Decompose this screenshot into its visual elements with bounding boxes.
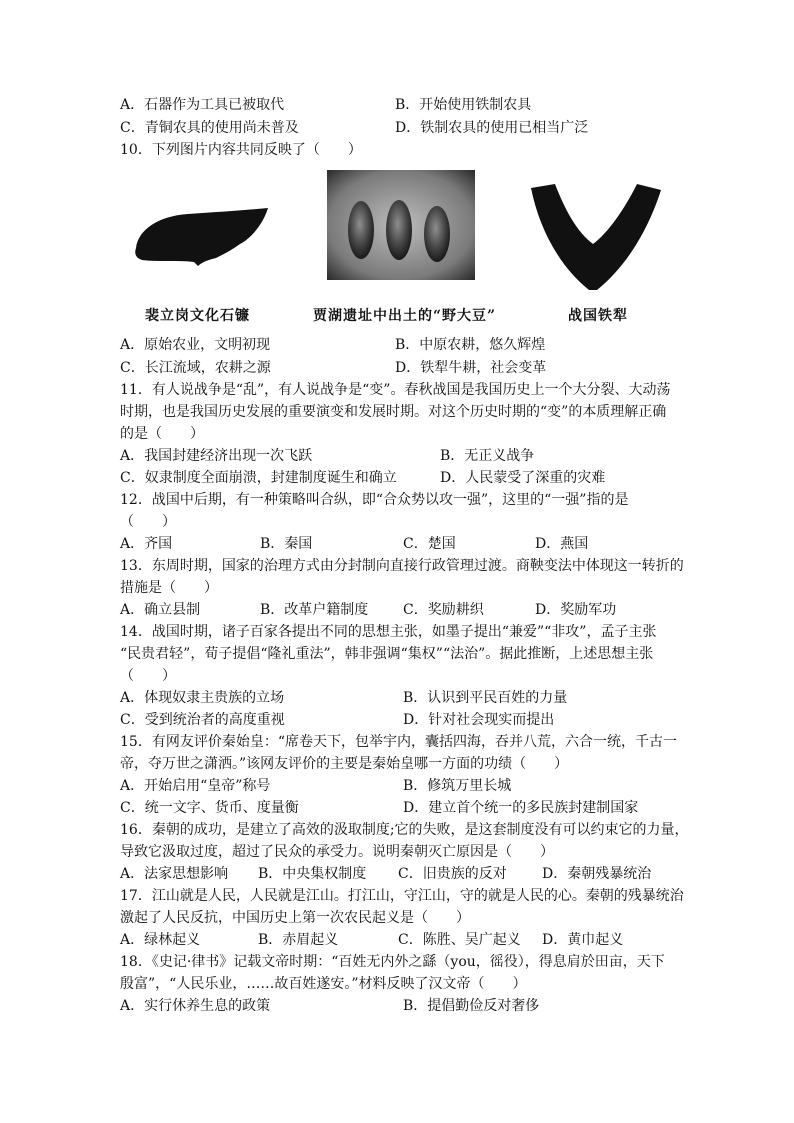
q13-option-c[interactable]: C．奖励耕织 <box>403 602 484 618</box>
q15-option-b[interactable]: B．修筑万里长城 <box>403 778 512 794</box>
q14-option-c[interactable]: C．受到统治者的高度重视 <box>120 712 285 728</box>
q9-option-c[interactable]: C．青铜农具的使用尚未普及 <box>120 120 299 136</box>
q16-option-a[interactable]: A．法家思想影响 <box>120 866 229 882</box>
q11-stem-line2: 时期，也是我国历史发展的重要演变和发展时期。对这个历史时期的“变”的本质理解正确 <box>120 404 667 420</box>
q18-stem-line1: 18．《史记·律书》记载文帝时期：“百姓无内外之繇（you，徭役），得息肩於田亩，天下 <box>120 954 665 970</box>
q13-option-d[interactable]: D．奖励军功 <box>535 602 617 618</box>
q17-option-b[interactable]: B．赤眉起义 <box>258 932 339 948</box>
q10-option-a[interactable]: A．原始农业，文明初现 <box>120 337 271 353</box>
caption-iron-plough: 战国铁犁 <box>568 308 628 324</box>
q16-stem-line2: 导致它汲取过度，超过了民众的承受力。说明秦朝灭亡原因是（ ） <box>120 844 554 860</box>
q11-option-a[interactable]: A．我国封建经济出现一次飞跃 <box>120 448 313 464</box>
q9-option-a[interactable]: A．石器作为工具已被取代 <box>120 97 285 113</box>
q10-option-c[interactable]: C．长江流域，农耕之源 <box>120 360 271 376</box>
q13-stem-line2: 措施是（ ） <box>120 580 218 596</box>
q17-option-d[interactable]: D．黄巾起义 <box>542 932 624 948</box>
q14-stem-line2: “民贵君轻”，荀子提倡“隆礼重法”，韩非强调“集权”“法治”。据此推断，上述思想主张 <box>120 646 654 662</box>
q11-stem-line3: 的是（ ） <box>120 426 204 442</box>
q9-option-b[interactable]: B．开始使用铁制农具 <box>395 97 532 113</box>
q10-stem: 10．下列图片内容共同反映了（ ） <box>120 142 362 158</box>
q16-option-b[interactable]: B．中央集权制度 <box>258 866 367 882</box>
q17-option-a[interactable]: A．绿林起义 <box>120 932 201 948</box>
q12-option-a[interactable]: A．齐国 <box>120 536 173 552</box>
q17-option-c[interactable]: C．陈胜、吴广起义 <box>398 932 521 948</box>
q14-stem-line1: 14．战国时期，诸子百家各提出不同的思想主张，如墨子提出“兼爱”“非攻”，孟子主张 <box>120 624 657 640</box>
q15-stem-line2: 帝，夺万世之潇洒。”该网友评价的主要是秦始皇哪一方面的功绩（ ） <box>120 756 569 772</box>
q16-stem-line1: 16．秦朝的成功，是建立了高效的汲取制度;它的失败，是这套制度没有可以约束它的力量， <box>120 822 689 838</box>
caption-wild-soybean: 贾湖遗址中出土的“野大豆” <box>313 308 497 324</box>
q15-stem-line1: 15．有网友评价秦始皇：“席卷天下，包举宇内，囊括四海，吞并八荒，六合一统，千古一 <box>120 734 677 750</box>
q14-option-a[interactable]: A．体现奴隶主贵族的立场 <box>120 690 285 706</box>
q11-option-b[interactable]: B．无正义战争 <box>440 448 535 464</box>
q13-stem-line1: 13．东周时期，国家的治理方式由分封制向直接行政管理过渡。商鞅变法中体现这一转折的 <box>120 558 684 574</box>
q17-stem-line2: 激起了人民反抗，中国历史上第一次农民起义是（ ） <box>120 910 470 926</box>
q11-stem-line1: 11．有人说战争是“乱”，有人说战争是“变”。春秋战国是我国历史上一个大分裂、大动荡 <box>120 382 671 398</box>
q17-stem-line1: 17．江山就是人民，人民就是江山。打江山，守江山，守的就是人民的心。秦朝的残暴统治 <box>120 888 684 904</box>
caption-stone-sickle: 裴立岗文化石镰 <box>145 308 250 324</box>
q10-option-d[interactable]: D．铁犁牛耕，社会变革 <box>395 360 547 376</box>
q15-option-a[interactable]: A．开始启用“皇帝”称号 <box>120 778 271 794</box>
q15-option-d[interactable]: D．建立首个统一的多民族封建制国家 <box>403 800 639 816</box>
q14-option-d[interactable]: D．针对社会现实而提出 <box>403 712 555 728</box>
q12-stem-line1: 12．战国中后期，有一种策略叫合纵，即“合众势以攻一强”，这里的“一强”指的是 <box>120 492 629 508</box>
q11-option-d[interactable]: D．人民蒙受了深重的灾难 <box>440 470 606 486</box>
q12-stem-line2: （ ） <box>120 514 176 530</box>
q13-option-a[interactable]: A．确立县制 <box>120 602 201 618</box>
q11-option-c[interactable]: C．奴隶制度全面崩溃，封建制度诞生和确立 <box>120 470 397 486</box>
q13-option-b[interactable]: B．改革户籍制度 <box>260 602 369 618</box>
iron-plough-image <box>525 180 665 295</box>
q10-option-b[interactable]: B．中原农耕，悠久辉煌 <box>395 337 546 353</box>
q12-option-d[interactable]: D．燕国 <box>535 536 589 552</box>
q9-option-d[interactable]: D．铁制农具的使用已相当广泛 <box>395 120 589 136</box>
q18-option-b[interactable]: B．提倡勤俭反对奢侈 <box>403 998 540 1014</box>
wild-soybean-image <box>327 170 475 280</box>
q15-option-c[interactable]: C．统一文字、货币、度量衡 <box>120 800 299 816</box>
q12-option-b[interactable]: B．秦国 <box>260 536 313 552</box>
q16-option-d[interactable]: D．秦朝残暴统治 <box>542 866 652 882</box>
q18-stem-line2: 殷富”，“人民乐业，……故百姓遂安。”材料反映了汉文帝（ ） <box>120 976 527 992</box>
q14-option-b[interactable]: B．认识到平民百姓的力量 <box>403 690 568 706</box>
q12-option-c[interactable]: C．楚国 <box>403 536 456 552</box>
q18-option-a[interactable]: A．实行休养生息的政策 <box>120 998 271 1014</box>
q16-option-c[interactable]: C．旧贵族的反对 <box>398 866 507 882</box>
q14-stem-line3: （ ） <box>120 668 176 684</box>
stone-sickle-image <box>128 200 278 270</box>
